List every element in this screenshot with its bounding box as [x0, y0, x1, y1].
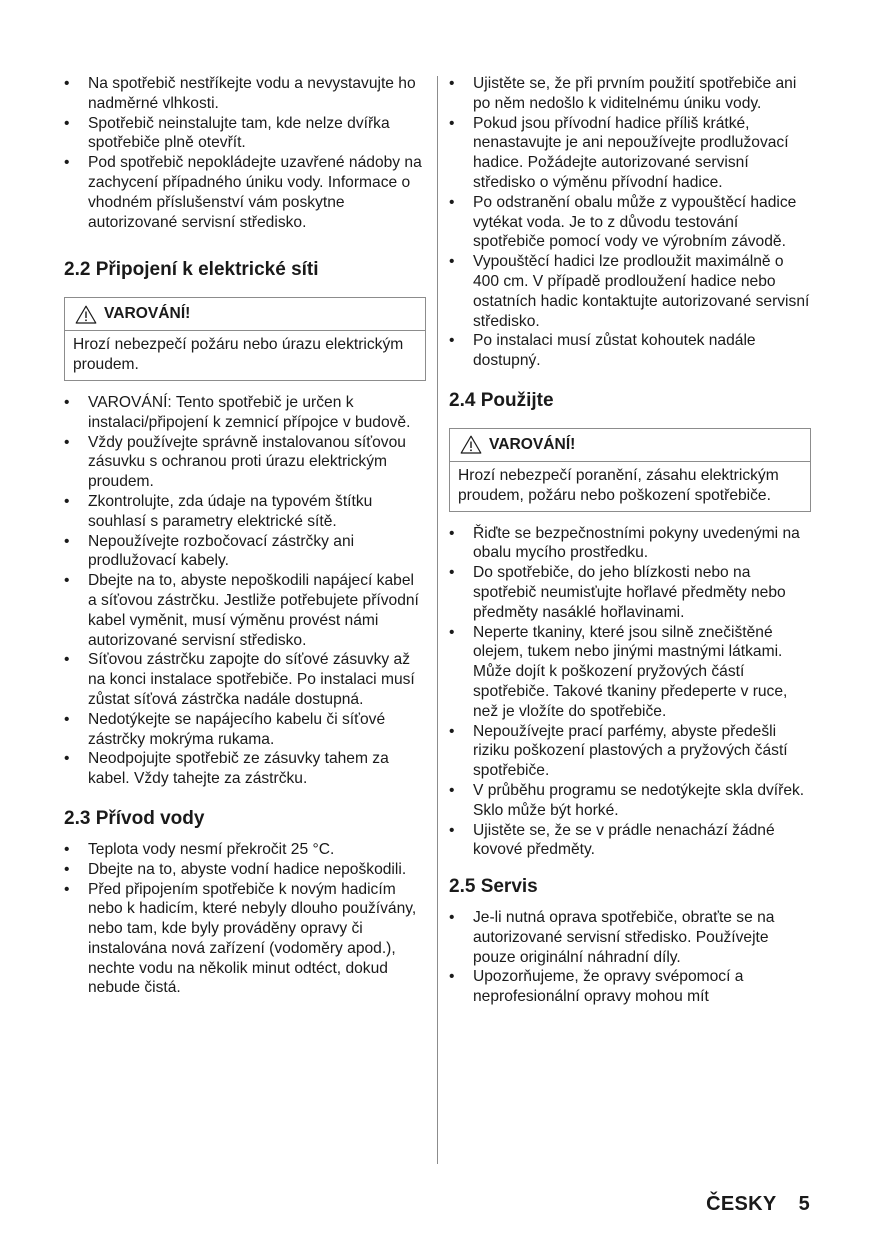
list-item: • Vypouštěcí hadici lze prodloužit maximálně o 400 cm. V případě prodloužení hadice nebo ostatních hadic kontaktujte autorizované servisní středisko. [449, 252, 811, 331]
list-item: • VAROVÁNÍ: Tento spotřebič je určen k instalaci/připojení k zemnicí přípojce v budově. [64, 393, 426, 433]
warning-header [65, 298, 425, 331]
warning-box-use [449, 428, 811, 512]
warning-header [450, 429, 810, 462]
list-item: • Teplota vody nesmí překročit 25 °C. [64, 840, 426, 860]
list-item: • Před připojením spotřebiče k novým hadicím nebo k hadicím, které nebyly dlouho používány, nebo tam, kde byly prováděny opravy či instalována nová zařízení (vodoměry apod.), nechte vodu na několik minut odtéct, dokud nebude čistá. [64, 880, 426, 999]
water-supply-list [64, 840, 426, 998]
page-number: 5 [798, 1193, 810, 1215]
list-item: • Nepoužívejte rozbočovací zástrčky ani prodlužovací kabely. [64, 532, 426, 572]
warning-text: Hrozí nebezpečí poranění, zásahu elektrickým proudem, požáru nebo poškození spotřebiče. [458, 466, 779, 504]
warning-text: Hrozí nebezpečí požáru nebo úrazu elektrickým proudem. [73, 336, 404, 374]
list-item: • Neperte tkaniny, které jsou silně znečištěné olejem, tukem nebo jinými mastnými látkami. Může dojít k poškození pryžových částí spotřebiče. Takové tkaniny předeperte v ruce, než je vložíte do spotřebiče. [449, 623, 811, 722]
list-item: • Po instalaci musí zůstat kohoutek nadále dostupný. [449, 331, 811, 371]
list-item: • Dbejte na to, abyste vodní hadice nepoškodili. [64, 860, 426, 880]
list-item: • Do spotřebiče, do jeho blízkosti nebo na spotřebič neumisťujte hořlavé předměty nebo předměty nasáklé hořlavinami. [449, 563, 811, 622]
left-intro-list [64, 74, 426, 232]
list-item: • Na spotřebič nestříkejte vodu a nevystavujte ho nadměrné vlhkosti. [64, 74, 426, 114]
use-list [449, 524, 811, 861]
list-item: • Vždy používejte správně instalovanou síťovou zásuvku s ochranou proti úrazu elektrickým proudem. [64, 433, 426, 492]
list-item: • Pod spotřebič nepokládejte uzavřené nádoby na zachycení případného úniku vody. Informace o vhodném příslušenství vám poskytne autorizované servisní středisko. [64, 153, 426, 232]
list-item: • Dbejte na to, abyste nepoškodili napájecí kabel a síťovou zástrčku. Jestliže potřebujete přívodní kabel vyměnit, musí výměnu provést námi autorizované servisní středisko. [64, 571, 426, 650]
list-item: • Je-li nutná oprava spotřebiče, obraťte se na autorizované servisní středisko. Používejte pouze originální náhradní díly. [449, 908, 811, 967]
section-heading-2-4: 2.4 Použijte [449, 389, 554, 411]
list-item: • Neodpojujte spotřebič ze zásuvky tahem za kabel. Vždy tahejte za zástrčku. [64, 749, 426, 789]
right-intro-list [449, 74, 811, 371]
service-list [449, 908, 811, 1007]
list-item: • Nedotýkejte se napájecího kabelu či síťové zástrčky mokrýma rukama. [64, 710, 426, 750]
warning-title: VAROVÁNÍ! [489, 435, 576, 453]
list-item: • Nepoužívejte prací parfémy, abyste předešli riziku poškození plastových a pryžových částí spotřebiče. [449, 722, 811, 781]
list-item: • Po odstranění obalu může z vypouštěcí hadice vytékat voda. Je to z důvodu testování spotřebiče pomocí vody ve výrobním závodě. [449, 193, 811, 252]
section-heading-2-2: 2.2 Připojení k elektrické síti [64, 259, 319, 281]
list-item: • Ujistěte se, že se v prádle nenachází žádné kovové předměty. [449, 821, 811, 861]
electrical-list [64, 393, 426, 789]
column-divider [437, 76, 438, 1164]
warning-title: VAROVÁNÍ! [104, 305, 191, 323]
list-item: • Řiďte se bezpečnostními pokyny uvedenými na obalu mycího prostředku. [449, 524, 811, 564]
list-item: • V průběhu programu se nedotýkejte skla dvířek. Sklo může být horké. [449, 781, 811, 821]
warning-triangle-icon [460, 435, 482, 454]
section-heading-2-5: 2.5 Servis [449, 876, 538, 898]
footer-language: ČESKY [706, 1193, 777, 1215]
list-item: • Síťovou zástrčku zapojte do síťové zásuvky až na konci instalace spotřebiče. Po instalaci musí zůstat síťová zástrčka nadále dostupná. [64, 650, 426, 709]
list-item: • Spotřebič neinstalujte tam, kde nelze dvířka spotřebiče plně otevřít. [64, 114, 426, 154]
list-item: • Ujistěte se, že při prvním použití spotřebiče ani po něm nedošlo k viditelnému úniku vody. [449, 74, 811, 114]
list-item: • Upozorňujeme, že opravy svépomocí a neprofesionální opravy mohou mít [449, 967, 811, 1007]
right-column [449, 74, 811, 1007]
section-heading-2-3: 2.3 Přívod vody [64, 807, 205, 829]
page-footer [706, 1193, 810, 1216]
list-item: • Pokud jsou přívodní hadice příliš krátké, nenastavujte je ani nepoužívejte prodlužovací hadice. Požádejte autorizované servisní středisko o výměnu přívodní hadice. [449, 114, 811, 193]
warning-triangle-icon [75, 305, 97, 324]
left-column [64, 74, 426, 998]
list-item: • Zkontrolujte, zda údaje na typovém štítku souhlasí s parametry elektrické sítě. [64, 492, 426, 532]
warning-box-electrical [64, 297, 426, 381]
